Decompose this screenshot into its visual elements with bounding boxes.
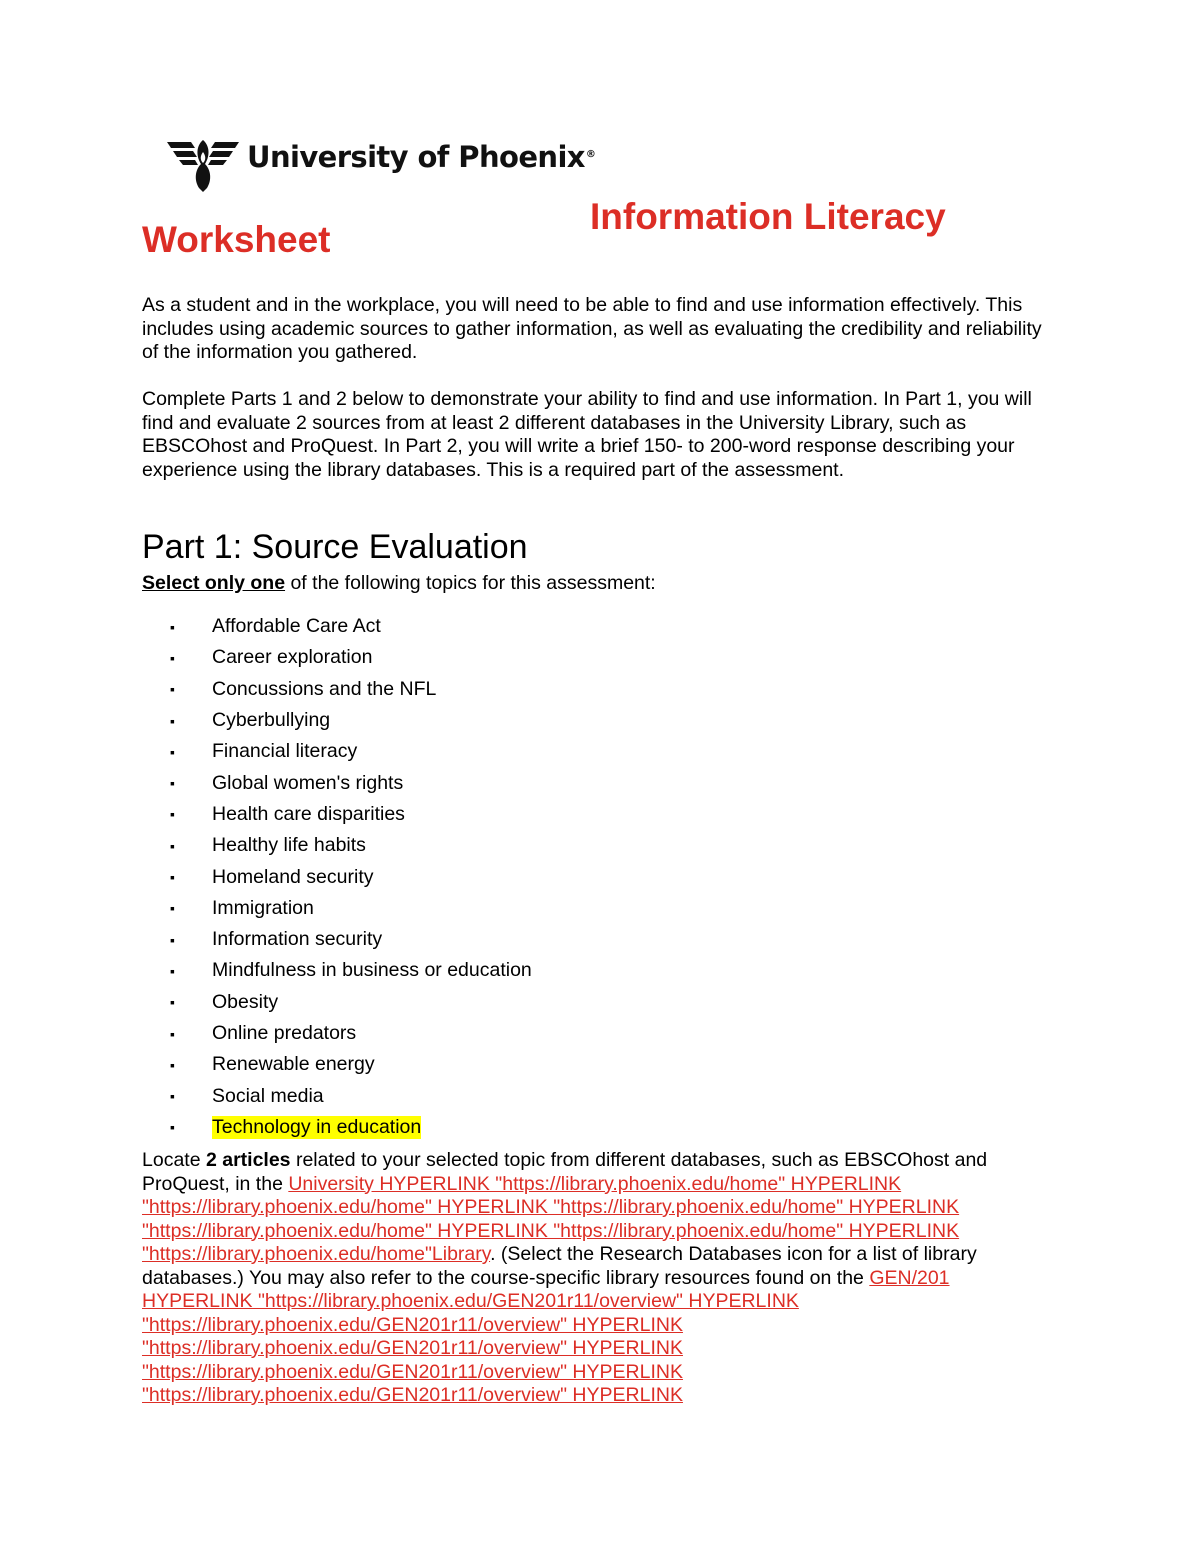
topic-item — [170, 1080, 532, 1111]
university-logo — [165, 134, 595, 194]
bullet-icon: ▪ — [170, 1119, 175, 1136]
bullet-icon: ▪ — [170, 743, 175, 760]
intro-paragraph-1: As a student and in the workplace, you will need to be able to find and use information effectively. This includes using academic sources to gather information, as well as evaluating the credibility and reliability of the information you gathered. — [142, 294, 1042, 363]
topic-label: Immigration — [212, 896, 314, 919]
bullet-icon: ▪ — [170, 900, 175, 917]
topic-item — [170, 861, 532, 892]
phoenix-bird-logo-icon — [165, 134, 243, 194]
gen201-library-link[interactable]: GEN/201 HYPERLINK "https://library.phoenix.edu/GEN201r11/overview" HYPERLINK "https://library.phoenix.edu/GEN201r11/overview" HYPERLINK "https://library.phoenix.edu/GEN201r11/overview" HYPERLINK "https://library.phoenix.edu/GEN201r11/overview" HYPERLINK "https://library.phoenix.edu/GEN201r11/overview" HYPERLINK — [142, 1266, 950, 1406]
topic-item — [170, 799, 532, 830]
bullet-icon: ▪ — [170, 775, 175, 792]
bullet-icon: ▪ — [170, 869, 175, 886]
topic-item — [170, 1112, 532, 1143]
registered-mark: ® — [585, 149, 596, 160]
topic-item — [170, 674, 532, 705]
locate-bold: 2 articles — [205, 1149, 291, 1171]
bullet-icon: ▪ — [170, 962, 175, 979]
bullet-icon: ▪ — [170, 681, 175, 698]
topic-label: Affordable Care Act — [212, 615, 381, 638]
topic-item — [170, 767, 532, 798]
topic-item — [170, 924, 532, 955]
topic-label: Information security — [212, 928, 383, 951]
bullet-icon: ▪ — [170, 1025, 175, 1042]
topic-item — [170, 1018, 532, 1049]
intro-paragraph-2: Complete Parts 1 and 2 below to demonstrate your ability to find and use information. In Part 1, you will find and evaluate 2 sources from at least 2 different databases in the University Library, such as EBSCOhost and ProQuest. In Part 2, you will write a brief 150- to 200-word response describing your experience using the library databases. This is a required part of the assessment. — [142, 388, 1032, 481]
topic-list — [170, 611, 532, 1143]
bullet-icon: ▪ — [170, 806, 175, 823]
locate-paragraph — [142, 1149, 1062, 1408]
topic-item — [170, 955, 532, 986]
topic-item — [170, 642, 532, 673]
document-title-continued: Worksheet — [142, 219, 331, 260]
topic-label: Online predators — [212, 1022, 357, 1044]
topic-item — [170, 830, 532, 861]
topic-label: Social media — [212, 1084, 324, 1107]
topic-item — [170, 1049, 532, 1080]
locate-text-2: related to your selected topic from different databases, such as EBSCOhost and ProQuest, in the — [142, 1149, 988, 1195]
select-instruction — [142, 571, 656, 595]
bullet-icon: ▪ — [170, 712, 175, 729]
locate-text-1: Locate — [142, 1149, 206, 1171]
topic-item — [170, 705, 532, 736]
bullet-icon: ▪ — [170, 837, 175, 854]
topic-label: Health care disparities — [212, 802, 405, 825]
topic-label: Cyberbullying — [212, 709, 331, 732]
intro-section — [142, 294, 1062, 482]
topic-item — [170, 987, 532, 1018]
topic-label: Healthy life habits — [212, 834, 366, 857]
bullet-icon: ▪ — [170, 618, 175, 635]
topic-label: Financial literacy — [212, 740, 358, 763]
bullet-icon: ▪ — [170, 1056, 175, 1073]
topic-label: Technology in education — [212, 1115, 422, 1138]
select-rest: of the following topics for this assessment: — [285, 572, 656, 594]
topic-label: Homeland security — [212, 865, 374, 888]
university-library-link[interactable]: University HYPERLINK "https://library.phoenix.edu/home" HYPERLINK "https://library.phoenix.edu/home" HYPERLINK "https://library.phoenix.edu/home" HYPERLINK "https://library.phoenix.edu/home" HYPERLINK "https://library.phoenix.edu/home" HYPERLINK "https://library.phoenix.edu/home"Library — [142, 1172, 960, 1265]
select-emphasis: Select only one — [142, 572, 286, 594]
topic-item — [170, 893, 532, 924]
logo-text: University of Phoenix — [247, 140, 585, 174]
topic-item — [170, 736, 532, 767]
topic-label: Obesity — [212, 990, 279, 1013]
topic-label: Global women's rights — [212, 771, 404, 794]
topic-label: Renewable energy — [212, 1053, 375, 1076]
bullet-icon: ▪ — [170, 931, 175, 948]
topic-item — [170, 611, 532, 642]
topic-label: Mindfulness in business or education — [212, 959, 532, 982]
document-title: Information Literacy — [590, 196, 946, 237]
bullet-icon: ▪ — [170, 1088, 175, 1105]
part1-heading: Part 1: Source Evaluation — [142, 528, 528, 566]
bullet-icon: ▪ — [170, 994, 175, 1011]
topic-label: Concussions and the NFL — [212, 677, 437, 700]
locate-text-3: . (Select the Research Databases icon for a list of library databases.) You may also refer to the course-specific library resources found on the — [142, 1243, 977, 1289]
bullet-icon: ▪ — [170, 649, 175, 666]
topic-label: Career exploration — [212, 646, 373, 669]
